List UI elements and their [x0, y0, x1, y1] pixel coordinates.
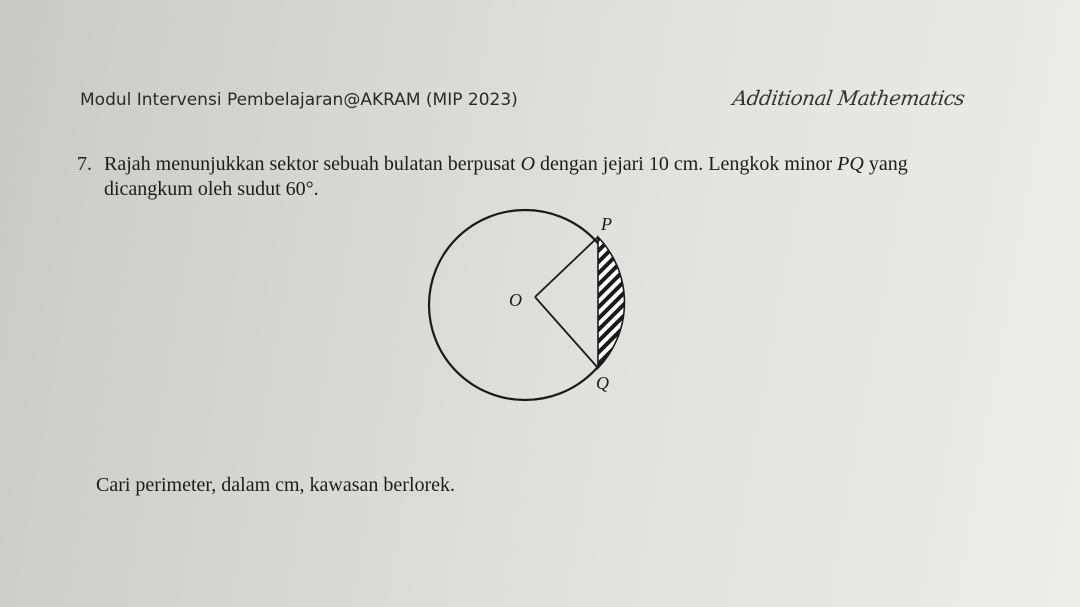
question-number: 7. [77, 153, 92, 175]
circle-outline [429, 210, 621, 400]
label-p: P [601, 214, 612, 234]
question-line-1 [104, 153, 908, 176]
question-text-2b: . [313, 178, 319, 200]
radius-op [535, 237, 598, 297]
label-q: Q [596, 373, 609, 393]
angle-value: 60° [285, 178, 314, 200]
label-o: O [509, 290, 522, 310]
question-line-2 [104, 178, 319, 201]
module-header: Modul Intervensi Pembelajaran@AKRAM (MIP 2023) [80, 90, 518, 110]
question-prompt: Cari perimeter, dalam cm, kawasan berlorek. [96, 474, 456, 496]
question-text-2a: dicangkum oleh sudut [104, 178, 286, 200]
question-text-1b: dengan jejari 10 cm. Lengkok minor [535, 153, 838, 175]
circle-sector-diagram [420, 200, 650, 410]
question-text-1c: yang [863, 153, 908, 175]
question-text-1a: Rajah menunjukkan sektor sebuah bulatan berpusat [104, 153, 521, 175]
shaded-segment [598, 237, 624, 368]
radius-oq [535, 297, 598, 368]
subject-header: Additional Mathematics [731, 86, 967, 110]
arc-variable: PQ [837, 153, 864, 175]
center-variable: O [520, 153, 536, 175]
